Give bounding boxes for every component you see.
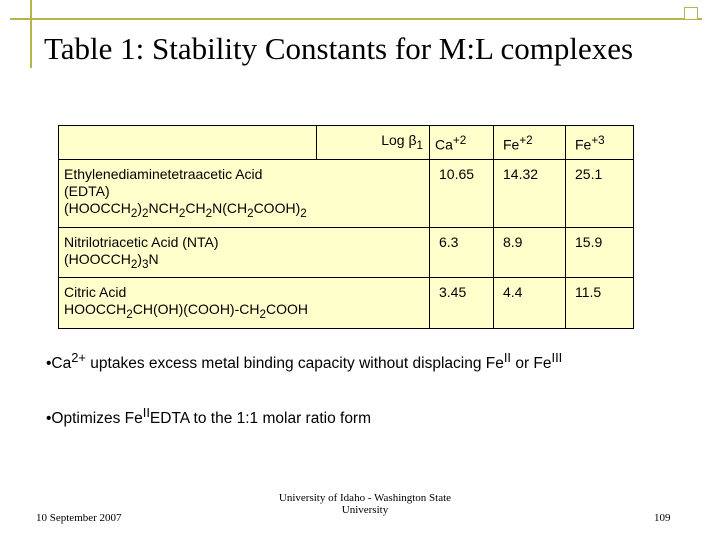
bullet-item: •Optimizes $Fe^{II}EDTA$ to the 1:1 molar ratio form [46,405,372,428]
ca-value: 6.3 [430,227,494,278]
bullet-list [46,350,562,460]
fe3-value: 15.9 [566,227,634,278]
fe3-value: 11.5 [566,278,634,329]
stability-constants-table [58,125,634,329]
decor-vertical-line [30,0,32,68]
decor-horizontal-line [10,18,702,20]
spacer-cell [317,278,430,329]
bullet-item: $•Ca^{2+}$ uptakes excess metal binding capacity without displacing $Fe^{II}$ or $Fe^{III}$ [46,350,563,373]
ligand-name-edta: Ethylenediaminetetraacetic Acid (EDTA) $(HOOCCH_2)_2NCH_2CH_2N(CH_2COOH)_2$ [59,159,317,227]
table-header-row [59,126,634,160]
footer-date: 10 September 2007 [36,512,122,524]
header-log-beta: Log $\beta_1$ [317,126,430,160]
decor-corner-box [684,7,698,20]
fe2-value: 14.32 [494,159,566,227]
table-row [59,278,634,329]
fe2-value: 4.4 [494,278,566,329]
table-row [59,159,634,227]
fe3-value: 25.1 [566,159,634,227]
fe2-value: 8.9 [494,227,566,278]
header-fe3: $Fe^{+3}$ [566,126,634,160]
ca-value: 10.65 [430,159,494,227]
ligand-name-citric: Citric Acid $HOOCCH_2CH(OH)(COOH)-CH_2COOH$ [59,278,317,329]
table-row [59,227,634,278]
header-empty-cell [59,126,317,160]
ligand-name-nta: Nitrilotriacetic Acid (NTA) $(HOOCCH_2)_3N$ [59,227,317,278]
slide-title: Table 1: Stability Constants for M:L complexes [44,31,634,66]
header-fe2: $Fe^{+2}$ [494,126,566,160]
spacer-cell [317,227,430,278]
footer-page-number: 109 [654,512,671,524]
ca-value: 3.45 [430,278,494,329]
footer-institution: University of Idaho - Washington State University [278,492,452,516]
spacer-cell [317,159,430,227]
header-ca: $Ca^{+2}$ [430,126,494,160]
